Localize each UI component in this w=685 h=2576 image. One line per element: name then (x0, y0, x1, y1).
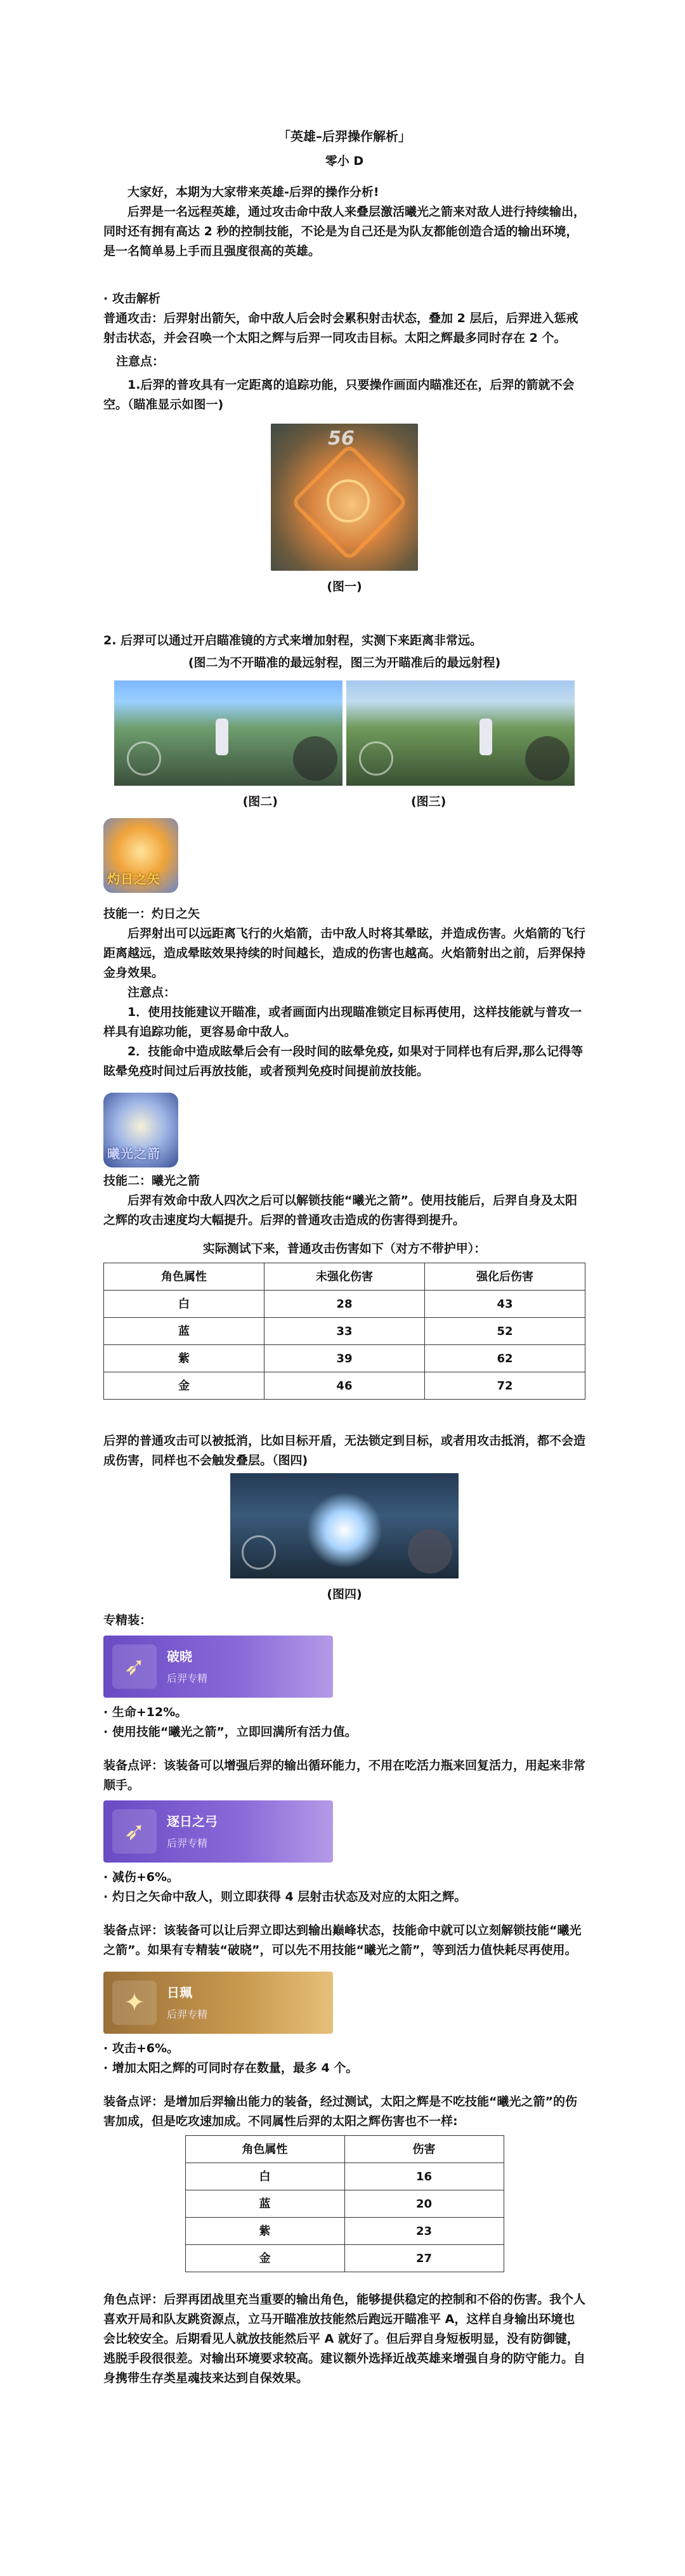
equip-bullet: · 减伤+6%。 (103, 1870, 179, 1884)
equip-name: 日珮 (167, 1985, 192, 2000)
equipment-heading: 专精装： (103, 1613, 152, 1627)
hero-figure (480, 719, 492, 755)
table-cell: 紫 (185, 2218, 344, 2245)
figure-4-image (230, 1473, 459, 1578)
table-header-cell: 未强化伤害 (264, 1263, 424, 1291)
conclusion: 角色点评：后羿再团战里充当重要的输出角色，能够提供稳定的控制和不俗的伤害。我个人喜欢开局和队友跳资源点，立马开瞄准放技能然后跑远开瞄准平 A，这样自身输出环境也会比较安全。后期看见人就放技能然后平 A 就好了。但后羿自身短板明显，没有防御键，逃脱手段很很差。对输出环境要求较高。建议额外选择近战英雄来增强自身的防守能力。自身携带生存类星魂技来达到自保效果。 (103, 2293, 586, 2385)
table-cell: 23 (344, 2218, 504, 2245)
figure-2-image (114, 680, 342, 786)
equip-bullet: · 生命+12%。 (103, 1705, 188, 1719)
table-cell: 72 (424, 1372, 585, 1400)
joystick-icon (242, 1535, 276, 1570)
equip-tag: 后羿专精 (167, 1837, 208, 1849)
equip-bullet: · 增加太阳之辉的可同时存在数量，最多 4 个。 (103, 2061, 358, 2075)
attack-note-label: 注意点： (116, 355, 165, 368)
figure-3-caption: (图三) (411, 795, 447, 809)
attack-note2: 2. 后羿可以通过开启瞄准镜的方式来增加射程，实测下来距离非常远。 (103, 634, 483, 647)
table-row (104, 1345, 585, 1372)
hero-figure (216, 719, 228, 755)
skill-wheel-icon (293, 736, 337, 781)
attack-note2-sub: (图二为不开瞄准的最远射程，图三为开瞄准后的最远射程) (188, 656, 501, 670)
skill2-after: 后羿的普通攻击可以被抵消，比如目标开盾，无法锁定到目标，或者用攻击抵消，都不会造成伤害，同样也不会触发叠层。（图四) (103, 1434, 586, 1467)
equip-card-ripei (103, 1972, 333, 2034)
table-cell: 蓝 (185, 2190, 344, 2218)
page-title: 「英雄–后羿操作解析」 (278, 129, 411, 144)
table-cell: 20 (344, 2190, 504, 2218)
table-cell: 39 (264, 1345, 424, 1372)
skill2-title: 技能二：曦光之箭 (103, 1174, 200, 1188)
equip-name: 逐日之弓 (167, 1814, 218, 1829)
bow-icon: ➶ (112, 1809, 157, 1854)
equip-bullet: · 使用技能“曦光之箭”，立即回满所有活力值。 (103, 1725, 357, 1739)
equip-bullet: · 灼日之矢命中敌人，则立即获得 4 层射击状态及对应的太阳之辉。 (103, 1890, 467, 1904)
table-cell: 27 (344, 2245, 504, 2272)
equip-review: 装备点评：该装备可以增强后羿的输出循环能力，不用在吃活力瓶来回复活力，用起来非常顺手。 (103, 1759, 586, 1792)
figure-2-3-row (103, 680, 585, 786)
table-cell: 金 (185, 2245, 344, 2272)
table-cell: 蓝 (104, 1318, 264, 1345)
table-cell: 金 (104, 1372, 264, 1400)
skill1-icon (103, 818, 178, 893)
equip-bullet: · 攻击+6%。 (103, 2041, 179, 2055)
figure-3-image (346, 680, 575, 786)
table-header-row (185, 2136, 504, 2163)
table-header-cell: 角色属性 (104, 1263, 264, 1291)
figure-2-caption: (图二) (242, 795, 278, 809)
intro-summary: 后羿是一名远程英雄，通过攻击命中敌人来叠层激活曦光之箭来对敌人进行持续输出，同时还有拥有高达 2 秒的控制技能，不论是为自己还是为队友都能创造合适的输出环境，是一名简单易上手而且强度很高的英雄。 (103, 205, 586, 258)
skill2-body: 后羿有效命中敌人四次之后可以解锁技能“曦光之箭”。使用技能后，后羿自身及太阳之辉的攻击速度均大幅提升。后羿的普通攻击造成的伤害得到提升。 (103, 1194, 577, 1227)
damage-table-title: 实际测试下来，普通攻击伤害如下（对方不带护甲）： (202, 1242, 486, 1256)
author: 零小 D (325, 154, 364, 168)
skill2-icon-label: 曦光之箭 (107, 1146, 160, 1161)
skill1-note2: 2．技能命中造成眩晕后会有一段时间的眩晕免疫, 如果对于同样也有后羿,那么记得等眩晕免疫时间过后再放技能，或者预判免疫时间提前放技能。 (103, 1044, 584, 1078)
arrow-flare-icon (306, 1492, 382, 1568)
table-row (104, 1318, 585, 1345)
table-cell: 白 (104, 1291, 264, 1318)
aim-core-icon (327, 479, 370, 523)
table-cell: 46 (264, 1372, 424, 1400)
pendant-icon: ✦ (112, 1981, 157, 2025)
equip-review: 装备点评：是增加后羿输出能力的装备，经过测试，太阳之辉是不吃技能“曦光之箭”的伤害加成，但是吃攻速加成。不同属性后羿的太阳之辉伤害也不一样: (103, 2095, 577, 2128)
table-row (185, 2245, 504, 2272)
table-cell: 16 (344, 2163, 504, 2190)
table-header-cell: 角色属性 (185, 2136, 344, 2163)
table-header-cell: 伤害 (344, 2136, 504, 2163)
table-row (185, 2190, 504, 2218)
joystick-icon (359, 741, 393, 776)
table-cell: 62 (424, 1345, 585, 1372)
figure-4-caption: (图四) (327, 1587, 362, 1601)
equip-review: 装备点评：该装备可以让后羿立即达到输出巅峰状态，技能命中就可以立刻解锁技能“曦光之箭”。如果有专精装“破晓”，可以先不用技能“曦光之箭”，等到活力值快耗尽再使用。 (103, 1923, 582, 1957)
table-cell: 28 (264, 1291, 424, 1318)
skill1-body: 后羿射出可以远距离飞行的火焰箭，击中敌人时将其晕眩，并造成伤害。火焰箭的飞行距离越远，造成晕眩效果持续的时间越长，造成的伤害也越高。火焰箭射出之前，后羿保持金身效果。 (103, 927, 586, 980)
equip-name: 破晓 (167, 1649, 192, 1664)
table-row (104, 1291, 585, 1318)
figure-1-number: 56 (328, 427, 355, 450)
skill1-icon-label: 灼日之矢 (107, 871, 160, 887)
attack-heading: · 攻击解析 (103, 292, 160, 306)
equip-tag: 后羿专精 (167, 1672, 208, 1684)
intro-greeting: 大家好，本期为大家带来英雄-后羿的操作分析! (127, 185, 379, 199)
table-row (185, 2218, 504, 2245)
equip-card-zhuri (103, 1800, 333, 1863)
skill1-note1: 1．使用技能建议开瞄准，或者画面内出现瞄准锁定目标再使用，这样技能就与普攻一样具有追踪功能，更容易命中敌人。 (103, 1005, 582, 1039)
table-cell: 白 (185, 2163, 344, 2190)
figure-1-image (271, 424, 418, 571)
attack-note1: 1.后羿的普攻具有一定距离的追踪功能，只要操作画面内瞄准还在，后羿的箭就不会空。（瞄准显示如图一) (103, 378, 575, 412)
attack-body: 普通攻击：后羿射出箭矢，命中敌人后会时会累积射击状态，叠加 2 层后，后羿进入惩戒射击状态，并会召唤一个太阳之辉与后羿一同攻击目标。太阳之辉最多同时存在 2 个。 (103, 311, 578, 345)
skill-wheel-icon (525, 736, 570, 781)
table-row (185, 2163, 504, 2190)
table-cell: 33 (264, 1318, 424, 1345)
damage-table (103, 1263, 585, 1400)
table-header-cell: 强化后伤害 (424, 1263, 585, 1291)
table-cell: 43 (424, 1291, 585, 1318)
table-row (104, 1372, 585, 1400)
skill1-note-label: 注意点： (127, 986, 176, 999)
skill1-title: 技能一：灼日之矢 (103, 907, 200, 921)
equip-card-pojiao (103, 1636, 333, 1698)
equip-tag: 后羿专精 (167, 2008, 208, 2020)
table-cell: 52 (424, 1318, 585, 1345)
table-header-row (104, 1263, 585, 1291)
skill2-icon (103, 1093, 178, 1168)
sun-damage-table (185, 2135, 504, 2272)
joystick-icon (127, 741, 161, 776)
figure-1-caption: (图一) (327, 580, 362, 594)
article (103, 127, 585, 2388)
skill-wheel-icon (408, 1529, 452, 1573)
table-cell: 紫 (104, 1345, 264, 1372)
bow-icon: ➶ (112, 1644, 157, 1689)
